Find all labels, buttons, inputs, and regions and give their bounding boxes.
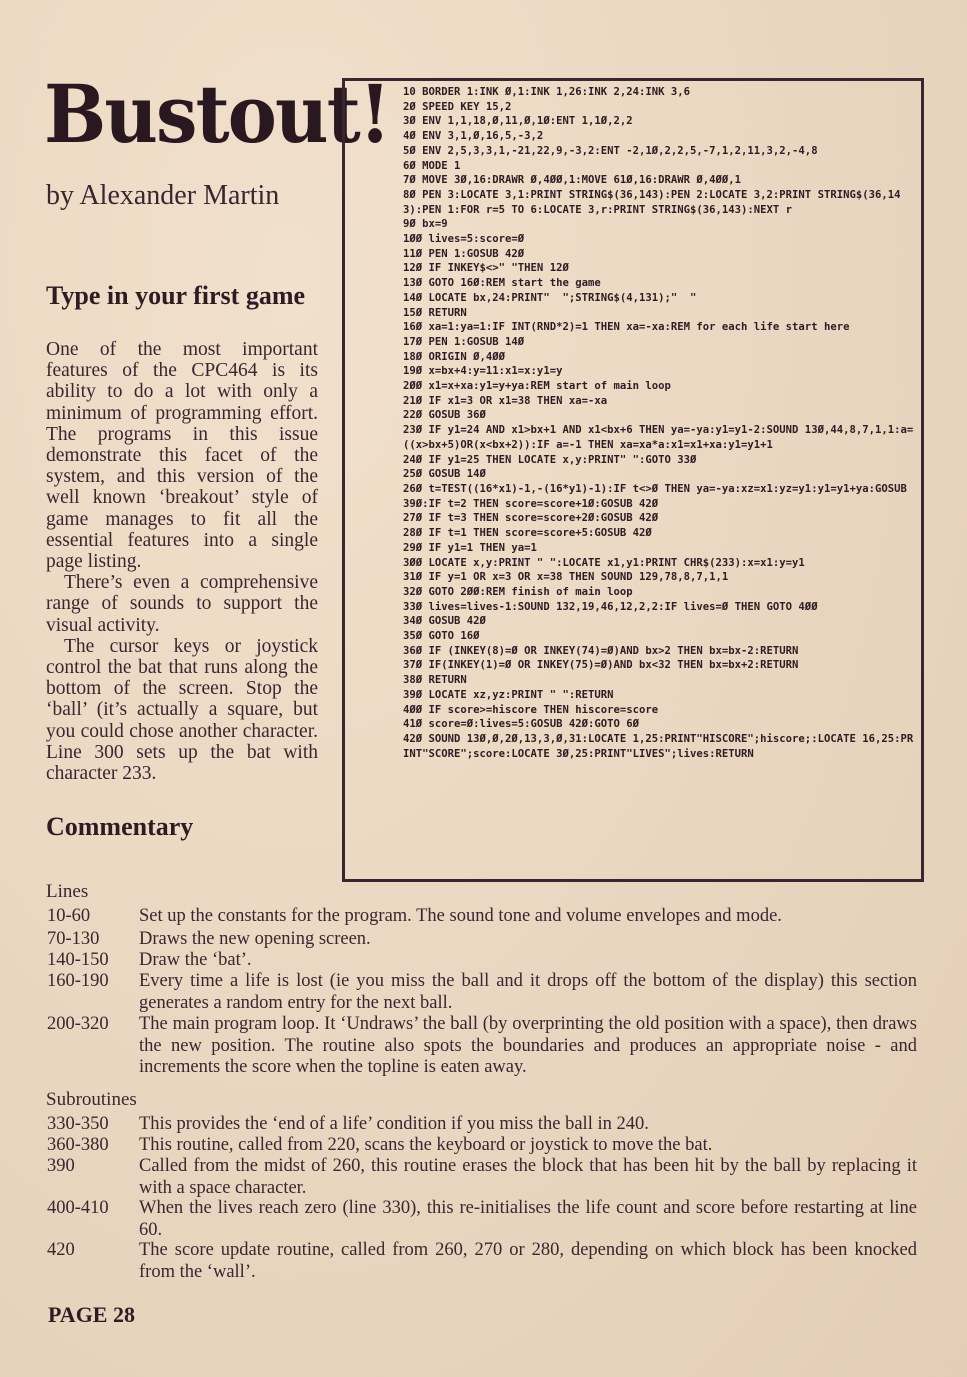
line-description: Set up the constants for the program. The sound tone and volume envelopes and mode.: [139, 906, 782, 926]
line-description: Called from the midst of 260, this routine erases the block that has been hit by the ball by replacing it with a space character.: [139, 1156, 917, 1198]
listing-line: 31Ø IF y=1 OR x=3 OR x=38 THEN SOUND 129,78,8,7,1,1: [403, 571, 729, 584]
line-range: 140-150: [47, 950, 109, 970]
listing-line: 39Ø LOCATE xz,yz:PRINT " ":RETURN: [403, 688, 614, 701]
listing-line: 37Ø IF(INKEY(1)=Ø OR INKEY(75)=Ø)AND bx<32 THEN bx=bx+2:RETURN: [403, 659, 799, 672]
listing-line: 6Ø MODE 1: [403, 159, 461, 172]
listing-line: 5Ø ENV 2,5,3,3,1,-21,22,9,-3,2:ENT -2,1Ø,2,2,5,-7,1,2,11,3,2,-4,8: [403, 144, 818, 157]
listing-line: 3Ø ENV 1,1,18,Ø,11,Ø,1Ø:ENT 1,1Ø,2,2: [403, 115, 633, 128]
listing-line: 29Ø IF y1=1 THEN ya=1: [403, 541, 537, 554]
listing-line: 14Ø LOCATE bx,24:PRINT" ";STRING$(4,131);" ": [403, 291, 697, 304]
intro-heading: Type in your first game: [46, 281, 306, 310]
listing-line: 19Ø x=bx+4:y=11:x1=x:y1=y: [403, 365, 563, 378]
line-range: 200-320: [47, 1014, 109, 1034]
line-description: This routine, called from 220, scans the keyboard or joystick to move the bat.: [139, 1135, 713, 1155]
listing-line: 8Ø PEN 3:LOCATE 3,1:PRINT STRING$(36,143):PEN 2:LOCATE 3,2:PRINT STRING$(36,143):PEN 1:FOR r=5 TO 6:LOCATE 3,r:PRINT STRING$(36,143):NEXT r: [403, 188, 901, 216]
listing-line: 33Ø lives=lives-1:SOUND 132,19,46,12,2,2:IF lives=Ø THEN GOTO 4ØØ: [403, 600, 818, 613]
line-range: 400-410: [47, 1198, 109, 1218]
commentary-row: [47, 1198, 917, 1241]
listing-line: 4ØØ IF score>=hiscore THEN hiscore=score: [403, 703, 659, 716]
line-description: This provides the ‘end of a life’ condition if you miss the ball in 240.: [139, 1114, 649, 1134]
line-range: 160-190: [47, 971, 109, 991]
listing-line: 24Ø IF y1=25 THEN LOCATE x,y:PRINT" ":GOTO 33Ø: [403, 453, 697, 466]
listing-line: 23Ø IF y1=24 AND x1>bx+1 AND x1<bx+6 THEN ya=-ya:y1=y1-2:SOUND 13Ø,44,8,7,1,1:a=((x>bx+5)OR(x<bx+2)):IF a=-1 THEN xa=xa*a:x1=x1+xa:y1=y1+1: [403, 424, 914, 451]
commentary-row: [47, 929, 917, 951]
listing-line: 16Ø xa=1:ya=1:IF INT(RND*2)=1 THEN xa=-xa:REM for each life start here: [403, 321, 850, 334]
commentary-row: [47, 1114, 917, 1136]
line-range: 420: [47, 1240, 75, 1260]
listing-line: 22Ø GOSUB 36Ø: [403, 409, 486, 422]
listing-line: 7Ø MOVE 3Ø,16:DRAWR Ø,4ØØ,1:MOVE 61Ø,16:DRAWR Ø,4ØØ,1: [403, 174, 742, 187]
commentary-row: [47, 1014, 917, 1079]
commentary-row: [47, 1240, 917, 1283]
listing-line: 2ØØ x1=x+xa:y1=y+ya:REM start of main loop: [403, 380, 671, 393]
listing-line: 42Ø SOUND 13Ø,Ø,2Ø,13,3,Ø,31:LOCATE 1,25:PRINT"HISCORE";hiscore;:LOCATE 16,25:PRINT"SCORE";score:LOCATE 3Ø,25:PRINT"LIVES";lives:RETURN: [403, 732, 914, 760]
line-description: Draws the new opening screen.: [139, 929, 371, 949]
article-title: Bustout!: [44, 67, 390, 161]
line-description: The main program loop. It ‘Undraws’ the ball (by overprinting the old position with a space), then draws the new position. The routine also spots the boundaries and produces an appropriate noise - and increments the score when the topline is eaten away.: [139, 1014, 917, 1077]
intro-paragraph: The cursor keys or joystick control the bat that runs along the bottom of the screen. Stop the ‘ball’ (it’s actually a square, but you could chose another character. Line 300 sets up the bat with character 233.: [46, 635, 318, 785]
line-range: 360-380: [47, 1135, 109, 1155]
listing-line: 32Ø GOTO 2ØØ:REM finish of main loop: [403, 585, 633, 598]
listing-line: 36Ø IF (INKEY(8)=Ø OR INKEY(74)=Ø)AND bx>2 THEN bx=bx-2:RETURN: [403, 644, 799, 657]
listing-line: 15Ø RETURN: [403, 306, 467, 319]
listing-line: 3ØØ LOCATE x,y:PRINT " ":LOCATE x1,y1:PRINT CHR$(233):x=x1:y=y1: [403, 556, 805, 569]
listing-line: 11Ø PEN 1:GOSUB 42Ø: [403, 247, 525, 260]
listing-line: 41Ø score=Ø:lives=5:GOSUB 42Ø:GOTO 6Ø: [403, 718, 639, 731]
listing-line: 18Ø ORIGIN Ø,4ØØ: [403, 350, 506, 363]
listing-line: 25Ø GOSUB 14Ø: [403, 468, 486, 481]
subroutines-heading: Subroutines: [46, 1089, 137, 1110]
lines-heading: Lines: [46, 881, 89, 902]
line-range: 330-350: [47, 1114, 109, 1134]
line-description: Draw the ‘bat’.: [139, 950, 252, 970]
intro-paragraph: There’s even a comprehensive range of sounds to support the visual activity.: [46, 572, 318, 636]
commentary-row: [47, 1135, 917, 1157]
listing-line: 35Ø GOTO 16Ø: [403, 630, 480, 643]
listing-line: 26Ø t=TEST((16*x1)-1,-(16*y1)-1):IF t<>Ø THEN ya=-ya:xz=x1:yz=y1:y1=y1+ya:GOSUB 39Ø:IF t=2 THEN score=score+1Ø:GOSUB 42Ø: [403, 482, 914, 510]
listing-line: 1ØØ lives=5:score=Ø: [403, 233, 525, 246]
line-description: When the lives reach zero (line 330), this re-initialises the life count and score before restarting at line 60.: [139, 1198, 917, 1240]
commentary-row: [47, 1156, 917, 1199]
intro-text: [46, 339, 318, 784]
basic-program-listing: [342, 78, 924, 882]
listing-line: 38Ø RETURN: [403, 674, 467, 687]
listing-line: 9Ø bx=9: [403, 218, 448, 231]
listing-line: 17Ø PEN 1:GOSUB 14Ø: [403, 335, 525, 348]
listing-line: 13Ø GOTO 16Ø:REM start the game: [403, 277, 601, 290]
listing-line: 12Ø IF INKEY$<>" "THEN 12Ø: [403, 262, 569, 275]
line-description: The score update routine, called from 260, 270 or 280, depending on which block has been knocked from the ‘wall’.: [139, 1240, 917, 1282]
commentary-row: [47, 971, 917, 1014]
byline: by Alexander Martin: [46, 180, 280, 211]
commentary-row: [47, 906, 917, 928]
listing-line: 4Ø ENV 3,1,Ø,16,5,-3,2: [403, 130, 544, 143]
line-range: 70-130: [47, 929, 100, 949]
intro-paragraph: One of the most important features of the CPC464 is its ability to do a lot with only a minimum of programming effort. The programs in this issue demonstrate this facet of the system, and this version of the well known ‘breakout’ style of game manages to fit all the essential features into a single page listing.: [46, 339, 318, 573]
line-description: Every time a life is lost (ie you miss the ball and it drops off the bottom of the display) this section generates a random entry for the next ball.: [139, 971, 917, 1013]
listing-line: 2Ø SPEED KEY 15,2: [403, 100, 512, 113]
listing-line: 28Ø IF t=1 THEN score=score+5:GOSUB 42Ø: [403, 527, 652, 540]
commentary-heading: Commentary: [46, 812, 194, 841]
page-number: PAGE 28: [48, 1302, 135, 1327]
listing-line: 21Ø IF x1=3 OR x1=38 THEN xa=-xa: [403, 394, 608, 407]
line-range: 390: [47, 1156, 75, 1176]
listing-line: 34Ø GOSUB 42Ø: [403, 615, 486, 628]
line-range: 10-60: [47, 906, 91, 926]
listing-line: 10 BORDER 1:INK Ø,1:INK 1,26:INK 2,24:INK 3,6: [403, 86, 691, 98]
listing-line: 27Ø IF t=3 THEN score=score+2Ø:GOSUB 42Ø: [403, 512, 659, 525]
commentary-row: [47, 950, 917, 972]
